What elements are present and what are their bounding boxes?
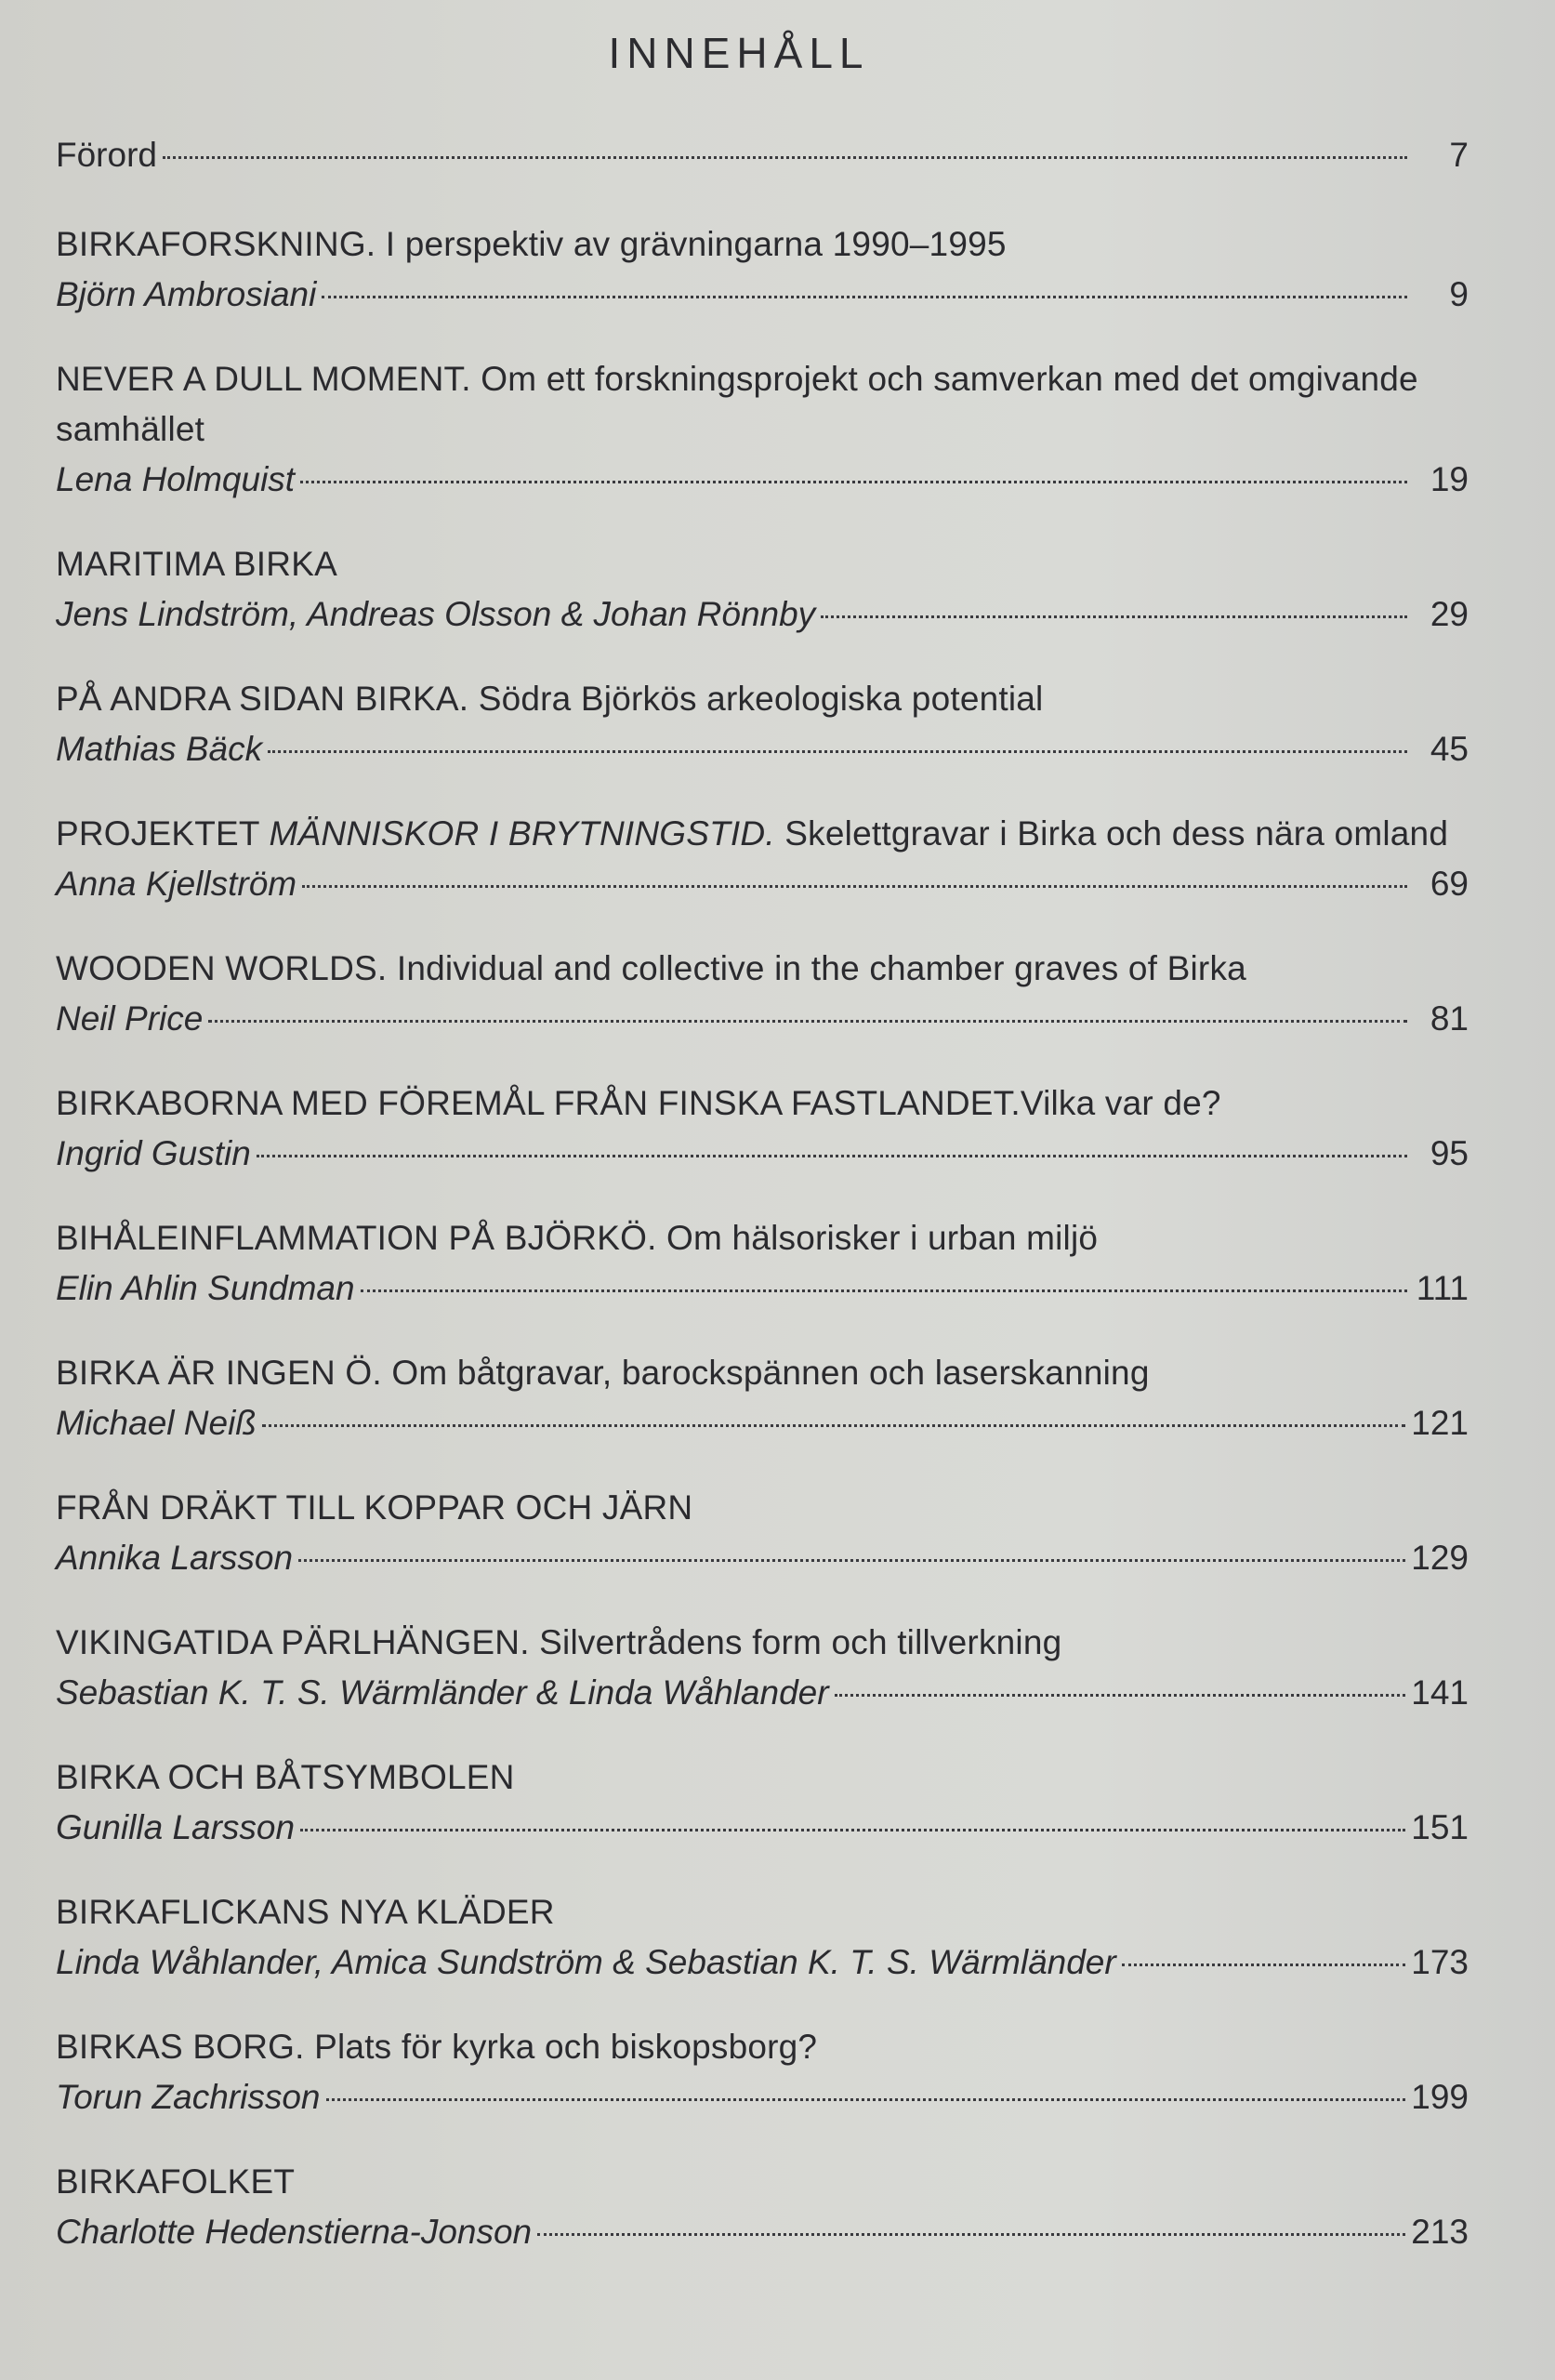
toc-entry: [56, 539, 1469, 640]
toc-entry: [56, 809, 1469, 909]
toc-entry: [56, 354, 1469, 505]
entry-title-caps: BIRKAS BORG.: [56, 2028, 305, 2066]
entry-title-caps: BIRKABORNA MED FÖREMÅL FRÅN FINSKA FASTLANDET.: [56, 1084, 1021, 1122]
page-number: 95: [1430, 1134, 1469, 1172]
entry-title: [56, 1213, 1469, 1263]
toc-line: [56, 270, 1469, 320]
page-number: 141: [1411, 1673, 1469, 1712]
entry-title-rest: Silvertrådens form och tillverkning: [529, 1623, 1062, 1661]
entry-title-rest: Om hälsorisker i urban miljö: [656, 1219, 1099, 1257]
toc-entry: [56, 2157, 1469, 2257]
entry-author: Björn Ambrosiani: [56, 275, 317, 313]
toc-entry: [56, 1618, 1469, 1718]
toc-line: [56, 455, 1469, 505]
entry-title-caps: MARITIMA BIRKA: [56, 545, 337, 583]
entry-author: Mathias Bäck: [56, 730, 263, 768]
entry-title-rest: Individual and collective in the chamber graves of Birka: [387, 949, 1246, 987]
entry-title-caps: BIRKAFLICKANS NYA KLÄDER: [56, 1893, 555, 1931]
dot-leader: [1122, 1964, 1406, 1966]
entry-author: Anna Kjellström: [56, 865, 297, 903]
entry-author: Charlotte Hedenstierna-Jonson: [56, 2213, 533, 2251]
toc-line: [56, 1263, 1469, 1314]
entry-author: Annika Larsson: [56, 1539, 294, 1577]
entry-title: [56, 1078, 1469, 1129]
toc-line: [56, 2072, 1469, 2122]
entry-title-caps: BIRKAFOLKET: [56, 2162, 296, 2201]
entry-author: Lena Holmquist: [56, 460, 296, 498]
entry-author: Sebastian K. T. S. Wärmländer & Linda Wåhlander: [56, 1673, 829, 1712]
entry-title-caps: WOODEN WORLDS.: [56, 949, 388, 987]
entry-title: [56, 539, 1469, 589]
dot-leader: [268, 750, 1407, 753]
toc-line: [56, 1398, 1469, 1448]
entry-title: [56, 1483, 1469, 1533]
toc-line: [56, 859, 1469, 909]
page-number: 81: [1430, 999, 1469, 1038]
dot-leader: [257, 1155, 1407, 1157]
entry-title: [56, 2022, 1469, 2072]
page-number: 173: [1411, 1943, 1469, 1981]
dot-leader: [322, 296, 1407, 298]
table-of-contents: [56, 130, 1469, 2292]
entry-title-caps: BIRKAFORSKNING.: [56, 225, 376, 263]
entry-title: [56, 674, 1469, 724]
toc-line: [56, 1937, 1469, 1988]
entry-title: [56, 809, 1469, 859]
toc-entry: [56, 1348, 1469, 1448]
entry-title: [56, 1618, 1469, 1668]
entry-title-italic: MÄNNISKOR I BRYTNINGSTID.: [269, 814, 775, 853]
toc-entry: [56, 1752, 1469, 1853]
toc-entry: [56, 2022, 1469, 2122]
entry-title-tail: Skelettgravar i Birka och dess nära omland: [774, 814, 1449, 853]
dot-leader: [302, 885, 1407, 888]
entry-title-caps: BIHÅLEINFLAMMATION PÅ BJÖRKÖ.: [56, 1219, 657, 1257]
dot-leader: [262, 1424, 1405, 1427]
entry-title: [56, 944, 1469, 994]
toc-line: [56, 994, 1469, 1044]
entry-title: [56, 354, 1469, 455]
page-number: 199: [1411, 2078, 1469, 2116]
page-number: 7: [1449, 136, 1469, 174]
dot-leader: [835, 1694, 1406, 1697]
dot-leader: [821, 615, 1407, 618]
entry-title: [56, 1752, 1469, 1803]
toc-line: [56, 724, 1469, 774]
toc-entry: [56, 1483, 1469, 1583]
entry-title-caps: VIKINGATIDA PÄRLHÄNGEN.: [56, 1623, 530, 1661]
page-heading: INNEHÅLL: [608, 29, 870, 77]
entry-title: [56, 219, 1469, 270]
entry-title-rest: Om båtgravar, barockspännen och laserskanning: [381, 1354, 1150, 1392]
entry-author: Gunilla Larsson: [56, 1808, 296, 1846]
toc-line: [56, 2207, 1469, 2257]
dot-leader: [326, 2098, 1406, 2101]
foreword-label: Förord: [56, 136, 157, 174]
page-number: 151: [1411, 1808, 1469, 1846]
entry-author: Linda Wåhlander, Amica Sundström & Sebastian K. T. S. Wärmländer: [56, 1943, 1116, 1981]
page-number: 45: [1430, 730, 1469, 768]
toc-line: [56, 589, 1469, 640]
entry-title: [56, 1348, 1469, 1398]
toc-entry: [56, 1887, 1469, 1988]
entry-title-caps: PROJEKTET: [56, 814, 270, 853]
toc-line: [56, 1668, 1469, 1718]
entry-title: [56, 2157, 1469, 2207]
entry-author: Jens Lindström, Andreas Olsson & Johan Rönnby: [56, 595, 816, 633]
entry-title: [56, 1887, 1469, 1937]
page-number: 213: [1411, 2213, 1469, 2251]
toc-line: [56, 130, 1469, 180]
entry-title-caps: BIRKA ÄR INGEN Ö.: [56, 1354, 382, 1392]
entry-title-caps: PÅ ANDRA SIDAN BIRKA.: [56, 680, 469, 718]
dot-leader: [300, 481, 1407, 483]
dot-leader: [208, 1020, 1407, 1023]
toc-entry: [56, 219, 1469, 320]
toc-entry: [56, 1213, 1469, 1314]
page-number: 121: [1411, 1404, 1469, 1442]
toc-line: [56, 1533, 1469, 1583]
page-number: 69: [1430, 865, 1469, 903]
dot-leader: [300, 1829, 1405, 1831]
entry-title-caps: BIRKA OCH BÅTSYMBOLEN: [56, 1758, 515, 1796]
toc-entry: [56, 1078, 1469, 1179]
toc-line: [56, 1129, 1469, 1179]
entry-title-rest: Södra Björkös arkeologiska potential: [468, 680, 1044, 718]
entry-author: Michael Neiß: [56, 1404, 257, 1442]
entry-title-rest: Om ett forskningsprojekt och samverkan med det omgivande samhället: [56, 360, 1418, 448]
dot-leader: [298, 1559, 1405, 1562]
entry-author: Neil Price: [56, 999, 204, 1038]
page-number: 111: [1416, 1269, 1469, 1307]
dot-leader: [361, 1289, 1407, 1292]
dot-leader: [537, 2233, 1405, 2236]
page-number: 9: [1449, 275, 1469, 313]
entry-author: Ingrid Gustin: [56, 1134, 251, 1172]
page-number: 29: [1430, 595, 1469, 633]
toc-entry: [56, 674, 1469, 774]
entry-title-rest: I perspektiv av grävningarna 1990–1995: [376, 225, 1007, 263]
page-number: 129: [1411, 1539, 1469, 1577]
toc-line: [56, 1803, 1469, 1853]
dot-leader: [163, 156, 1407, 159]
entry-title-rest: Vilka var de?: [1020, 1084, 1221, 1122]
entry-author: Torun Zachrisson: [56, 2078, 321, 2116]
page-number: 19: [1430, 460, 1469, 498]
entry-title-rest: Plats för kyrka och biskopsborg?: [304, 2028, 818, 2066]
toc-entry-foreword: [56, 130, 1469, 180]
entry-title-caps: NEVER A DULL MOMENT.: [56, 360, 471, 398]
toc-entry: [56, 944, 1469, 1044]
entry-title-caps: FRÅN DRÄKT TILL KOPPAR OCH JÄRN: [56, 1488, 693, 1527]
entry-author: Elin Ahlin Sundman: [56, 1269, 355, 1307]
